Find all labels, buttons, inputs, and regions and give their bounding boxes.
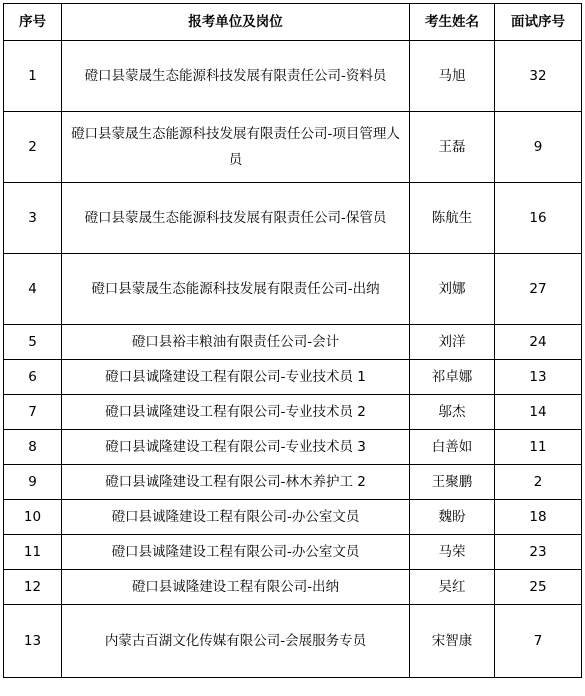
cell-order: 14: [495, 395, 582, 430]
cell-order: 11: [495, 430, 582, 465]
table-row: [4, 465, 582, 500]
cell-position: 磴口县诚隆建设工程有限公司-林木养护工 2: [62, 465, 410, 500]
cell-order: 18: [495, 500, 582, 535]
cell-position: 磴口县诚隆建设工程有限公司-办公室文员: [62, 500, 410, 535]
cell-order: 7: [495, 605, 582, 678]
cell-position: 磴口县诚隆建设工程有限公司-专业技术员 2: [62, 395, 410, 430]
cell-order: 24: [495, 325, 582, 360]
cell-no: 13: [4, 605, 62, 678]
cell-no: 11: [4, 535, 62, 570]
table-row: [4, 605, 582, 678]
cell-no: 3: [4, 183, 62, 254]
cell-position: 磴口县诚隆建设工程有限公司-专业技术员 1: [62, 360, 410, 395]
cell-no: 7: [4, 395, 62, 430]
cell-name: 邬杰: [410, 395, 495, 430]
table-row: [4, 395, 582, 430]
cell-name: 刘洋: [410, 325, 495, 360]
cell-position: 磴口县诚隆建设工程有限公司-出纳: [62, 570, 410, 605]
cell-position: 磴口县蒙晟生态能源科技发展有限责任公司-资料员: [62, 41, 410, 112]
cell-no: 8: [4, 430, 62, 465]
cell-order: 16: [495, 183, 582, 254]
table-row: [4, 183, 582, 254]
table-row: [4, 535, 582, 570]
cell-no: 2: [4, 112, 62, 183]
cell-position: 磴口县诚隆建设工程有限公司-办公室文员: [62, 535, 410, 570]
cell-name: 吴红: [410, 570, 495, 605]
cell-name: 马荣: [410, 535, 495, 570]
table-row: [4, 570, 582, 605]
cell-order: 2: [495, 465, 582, 500]
cell-name: 魏盼: [410, 500, 495, 535]
header-name: 考生姓名: [410, 4, 495, 41]
table-row: [4, 360, 582, 395]
cell-position: 磴口县诚隆建设工程有限公司-专业技术员 3: [62, 430, 410, 465]
cell-position: 内蒙古百湖文化传媒有限公司-会展服务专员: [62, 605, 410, 678]
cell-order: 9: [495, 112, 582, 183]
cell-name: 宋智康: [410, 605, 495, 678]
cell-order: 13: [495, 360, 582, 395]
cell-no: 12: [4, 570, 62, 605]
table-row: [4, 500, 582, 535]
cell-order: 25: [495, 570, 582, 605]
table-row: [4, 41, 582, 112]
interview-order-table: [3, 3, 582, 678]
cell-name: 马旭: [410, 41, 495, 112]
cell-order: 23: [495, 535, 582, 570]
cell-no: 5: [4, 325, 62, 360]
cell-position: 磴口县蒙晟生态能源科技发展有限责任公司-出纳: [62, 254, 410, 325]
header-order: 面试序号: [495, 4, 582, 41]
cell-name: 白善如: [410, 430, 495, 465]
cell-no: 10: [4, 500, 62, 535]
cell-no: 1: [4, 41, 62, 112]
cell-order: 27: [495, 254, 582, 325]
table-row: [4, 112, 582, 183]
table-row: [4, 254, 582, 325]
cell-no: 6: [4, 360, 62, 395]
cell-position: 磴口县蒙晟生态能源科技发展有限责任公司-保管员: [62, 183, 410, 254]
cell-order: 32: [495, 41, 582, 112]
table-row: [4, 325, 582, 360]
cell-no: 9: [4, 465, 62, 500]
cell-name: 王磊: [410, 112, 495, 183]
header-position: 报考单位及岗位: [62, 4, 410, 41]
cell-name: 陈航生: [410, 183, 495, 254]
cell-position: 磴口县蒙晟生态能源科技发展有限责任公司-项目管理人员: [62, 112, 410, 183]
cell-name: 刘娜: [410, 254, 495, 325]
cell-position: 磴口县裕丰粮油有限责任公司-会计: [62, 325, 410, 360]
cell-name: 祁卓娜: [410, 360, 495, 395]
table-header-row: [4, 4, 582, 41]
cell-no: 4: [4, 254, 62, 325]
header-no: 序号: [4, 4, 62, 41]
cell-name: 王聚鹏: [410, 465, 495, 500]
table-row: [4, 430, 582, 465]
